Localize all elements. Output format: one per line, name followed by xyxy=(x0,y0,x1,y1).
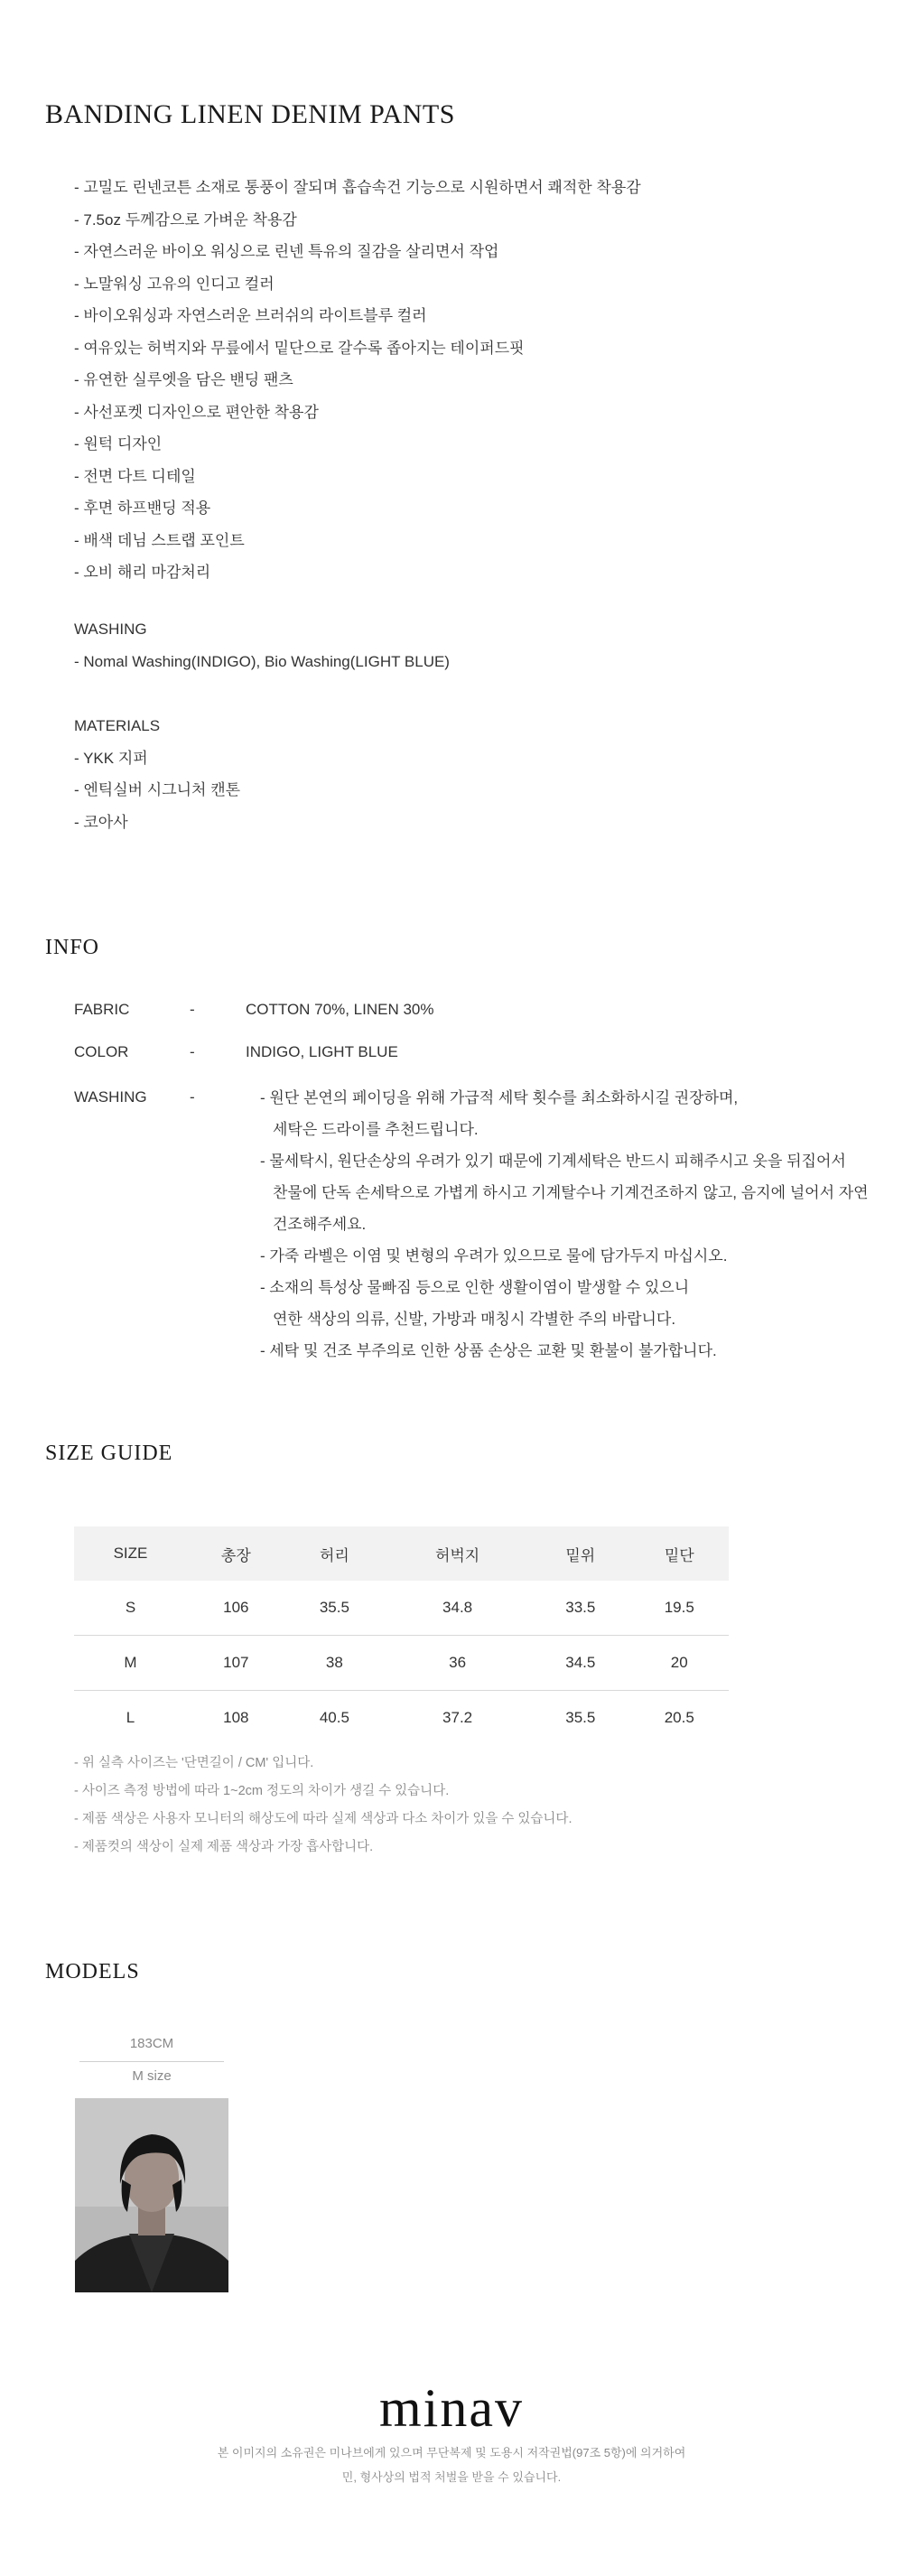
table-cell: 20.5 xyxy=(664,1709,694,1726)
table-cell: L xyxy=(126,1709,135,1726)
size-guide-title: SIZE GUIDE xyxy=(45,1442,173,1465)
table-cell: 35.5 xyxy=(565,1709,596,1726)
info-title: INFO xyxy=(45,936,100,959)
material-item: - 코아사 xyxy=(74,813,128,831)
washing-instruction-line: - 세탁 및 건조 부주의로 인한 상품 손상은 교환 및 환불이 불가합니다. xyxy=(260,1342,717,1359)
size-table-header: SIZE xyxy=(113,1545,148,1562)
feature-item: - 후면 하프밴딩 적용 xyxy=(74,499,211,517)
table-row xyxy=(74,1636,729,1691)
washing-instruction-line: - 원단 본연의 페이딩을 위해 가급적 세탁 횟수를 최소화하시길 권장하며, xyxy=(260,1089,739,1106)
size-table-header: 밑위 xyxy=(565,1546,596,1564)
washing-instruction-line: - 가죽 라벨은 이염 및 변형의 우려가 있으므로 물에 담가두지 마십시오. xyxy=(260,1247,728,1265)
size-table-header: 허리 xyxy=(319,1546,349,1564)
washing-instruction xyxy=(260,1082,874,1145)
table-cell: 108 xyxy=(223,1709,249,1726)
fabric-label: FABRIC xyxy=(74,1001,130,1018)
washing-label: WASHING xyxy=(74,1088,147,1106)
color-label: COLOR xyxy=(74,1043,129,1060)
models-title: MODELS xyxy=(45,1960,140,1983)
washing-instruction-line: - 소재의 특성상 물빠짐 등으로 인한 생활이염이 발생할 수 있으니 xyxy=(260,1279,690,1296)
model-photo-illustration xyxy=(75,2098,228,2292)
table-cell: 20 xyxy=(670,1654,688,1671)
table-cell: 37.2 xyxy=(442,1709,473,1726)
size-table-header: 총장 xyxy=(220,1546,251,1564)
washing-instruction xyxy=(260,1145,874,1240)
size-table xyxy=(74,1526,729,1745)
washing-instruction-cont: 세탁은 드라이를 추천드립니다. xyxy=(273,1121,479,1138)
table-cell: 40.5 xyxy=(319,1709,349,1726)
table-cell: 38 xyxy=(325,1654,343,1671)
table-cell: M xyxy=(124,1654,137,1671)
table-cell: 33.5 xyxy=(565,1599,596,1616)
copyright-line: 본 이미지의 소유권은 미나브에게 있으며 무단복제 및 도용시 저작권법(97조 5항)에 의거하여 xyxy=(217,2446,686,2459)
washing-instruction-cont: 연한 색상의 의류, 신발, 가방과 매칭시 각별한 주의 바랍니다. xyxy=(273,1311,676,1328)
feature-item: - 전면 다트 디테일 xyxy=(74,467,196,485)
washing-instruction xyxy=(260,1335,874,1367)
feature-item: - 원턱 디자인 xyxy=(74,435,163,453)
washing-instruction-line: - 물세탁시, 원단손상의 우려가 있기 때문에 기계세탁은 반드시 피해주시고 옷을 뒤집어서 xyxy=(260,1153,846,1170)
washing-heading: WASHING xyxy=(74,621,147,638)
feature-item: - 바이오워싱과 자연스러운 브러쉬의 라이트블루 컬러 xyxy=(74,307,427,324)
feature-item: - 자연스러운 바이오 워싱으로 린넨 특유의 질감을 살리면서 작업 xyxy=(74,243,499,260)
material-item: - YKK 지퍼 xyxy=(74,749,148,767)
product-title: BANDING LINEN DENIM PANTS xyxy=(45,99,455,129)
feature-item: - 유연한 실루엣을 담은 밴딩 팬츠 xyxy=(74,371,293,388)
size-note: - 사이즈 측정 방법에 따라 1~2cm 정도의 차이가 생길 수 있습니다. xyxy=(74,1784,450,1798)
copyright-line: 민, 형사상의 법적 처벌을 받을 수 있습니다. xyxy=(341,2470,562,2484)
material-item: - 엔틱실버 시그니처 캔톤 xyxy=(74,781,241,798)
copyright-notice xyxy=(0,2441,903,2489)
washing-dash: - xyxy=(190,1088,195,1106)
feature-item: - 여유있는 허벅지와 무릎에서 밑단으로 갈수록 좁아지는 테이퍼드핏 xyxy=(74,339,525,357)
materials-heading: MATERIALS xyxy=(74,717,161,734)
model-divider xyxy=(79,2061,224,2062)
model-photo xyxy=(75,2098,228,2292)
table-cell: 34.5 xyxy=(565,1654,596,1671)
size-table-header: 밑단 xyxy=(664,1546,694,1564)
table-cell: 36 xyxy=(449,1654,467,1671)
size-notes xyxy=(74,1750,869,1862)
feature-item: - 배색 데님 스트랩 포인트 xyxy=(74,531,245,549)
table-cell: 107 xyxy=(223,1654,249,1671)
washing-instruction xyxy=(260,1240,874,1272)
fabric-dash: - xyxy=(190,1001,195,1018)
size-note: - 제품 색상은 사용자 모니터의 해상도에 따라 실제 색상과 다소 차이가 있을 수 있습니다. xyxy=(74,1812,573,1826)
feature-item: - 7.5oz 두께감으로 가벼운 착용감 xyxy=(74,210,297,229)
size-note: - 제품컷의 색상이 실제 제품 색상과 가장 흡사합니다. xyxy=(74,1840,374,1854)
feature-item: - 사선포켓 디자인으로 편안한 착용감 xyxy=(74,403,319,421)
table-cell: 34.8 xyxy=(442,1599,473,1616)
table-row xyxy=(74,1581,729,1636)
feature-list xyxy=(74,172,869,589)
table-cell: 19.5 xyxy=(664,1599,694,1616)
table-cell: 35.5 xyxy=(319,1599,349,1616)
color-value: INDIGO, LIGHT BLUE xyxy=(246,1043,398,1060)
washing-block xyxy=(74,613,869,677)
washing-instruction xyxy=(260,1272,874,1335)
model-height: 183CM xyxy=(129,2036,174,2051)
table-cell: 106 xyxy=(223,1599,249,1616)
size-note: - 위 실측 사이즈는 '단면길이 / CM' 입니다. xyxy=(74,1756,314,1770)
brand-logo: minav xyxy=(379,2378,524,2438)
washing-instruction-cont: 찬물에 단독 손세탁으로 가볍게 하시고 기계탈수나 기계건조하지 않고, 음지에 널어서 자연건조해주세요. xyxy=(273,1184,869,1233)
size-table-header: 허벅지 xyxy=(434,1546,480,1564)
feature-item: - 오비 해리 마감처리 xyxy=(74,564,211,581)
model-size: M size xyxy=(132,2068,172,2084)
table-cell: S xyxy=(125,1599,136,1616)
feature-item: - 노말워싱 고유의 인디고 컬러 xyxy=(74,275,275,293)
size-table-header-row xyxy=(74,1526,729,1581)
washing-instructions xyxy=(260,1082,874,1367)
feature-item: - 고밀도 린넨코튼 소재로 통풍이 잘되며 흡습속건 기능으로 시원하면서 쾌적한 착용감 xyxy=(74,179,641,196)
fabric-value: COTTON 70%, LINEN 30% xyxy=(246,1001,434,1018)
materials-block xyxy=(74,710,869,838)
color-dash: - xyxy=(190,1043,195,1060)
table-row xyxy=(74,1691,729,1746)
washing-text: - Nomal Washing(INDIGO), Bio Washing(LIGHT BLUE) xyxy=(74,652,450,670)
